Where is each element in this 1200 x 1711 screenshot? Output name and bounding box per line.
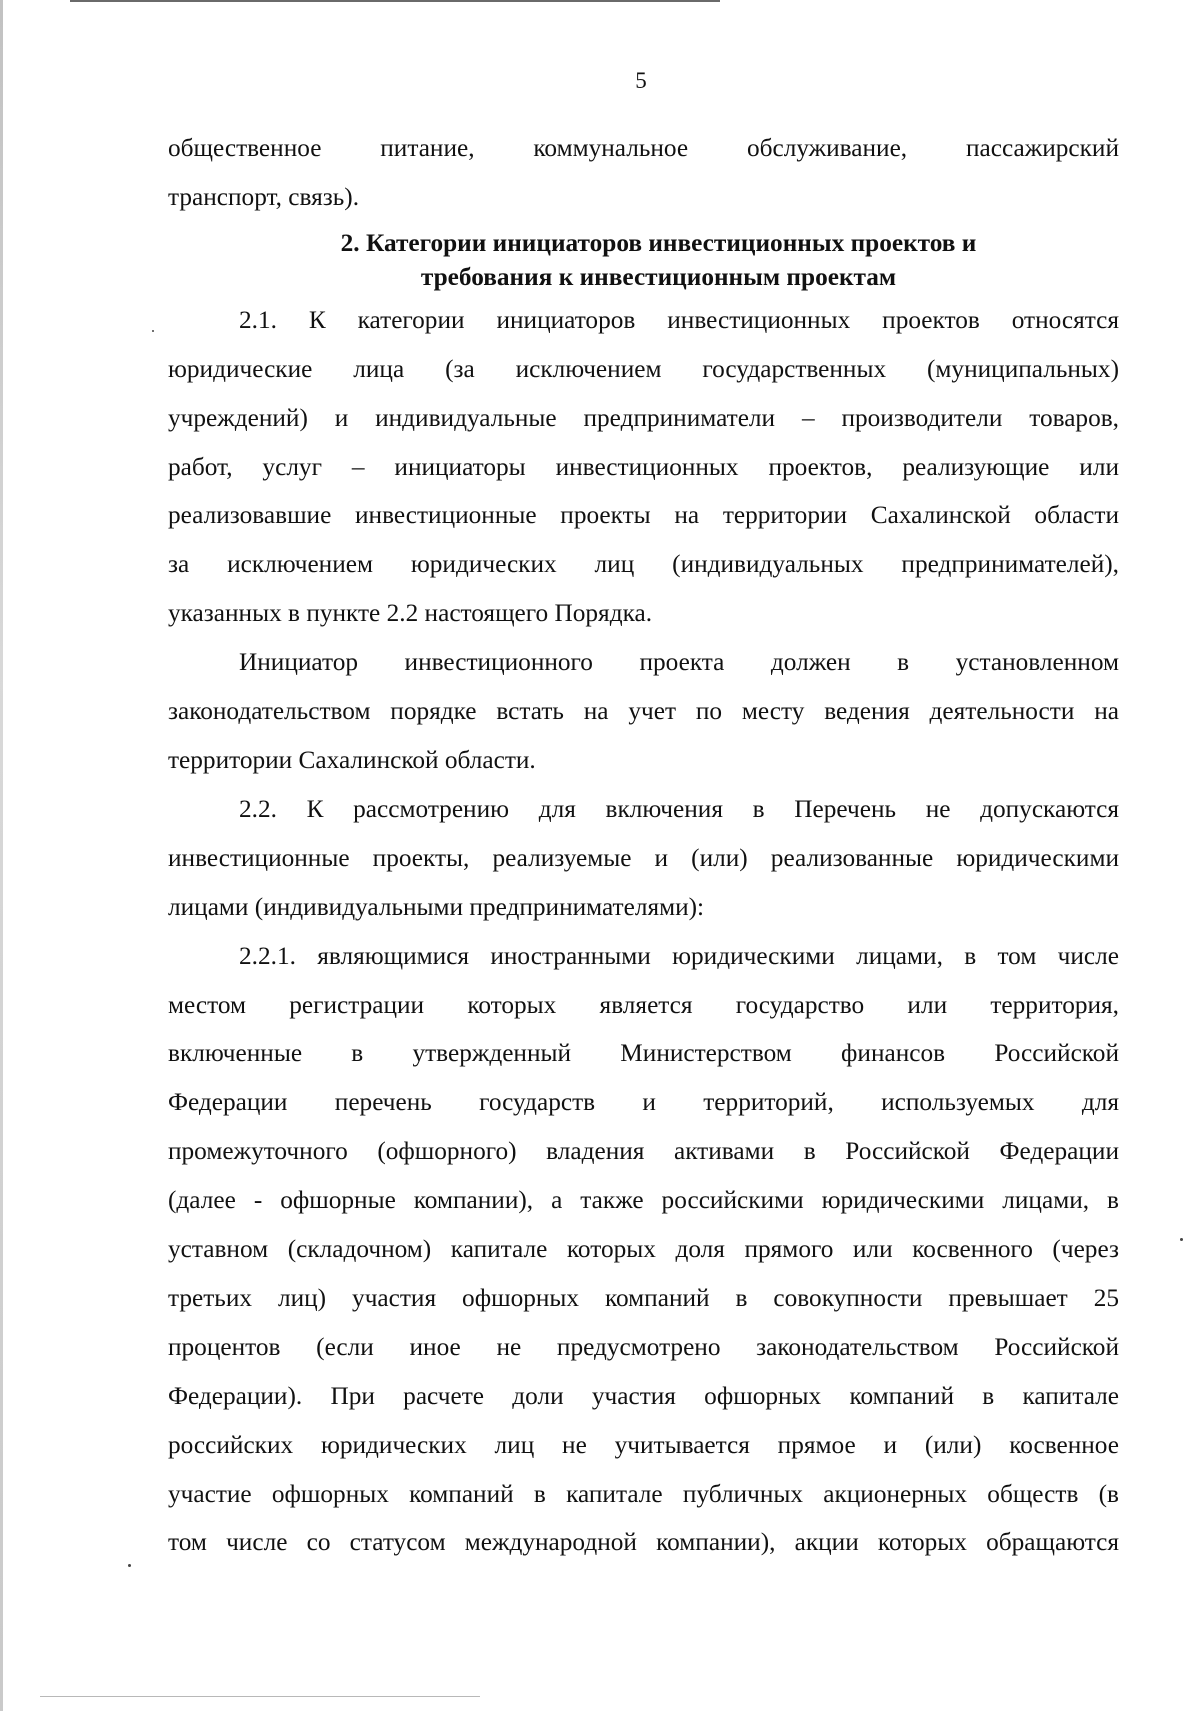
text-line: реализовавшие инвестиционные проекты на территории Сахалинской области bbox=[168, 501, 1119, 530]
scan-speck bbox=[1180, 1238, 1183, 1241]
section-heading bbox=[168, 226, 1119, 294]
scan-speck bbox=[128, 1564, 131, 1567]
text-line: юридические лица (за исключением государственных (муниципальных) bbox=[168, 354, 1119, 383]
text-line: лицами (индивидуальными предпринимателями): bbox=[168, 892, 705, 921]
scan-edge-top bbox=[70, 0, 720, 2]
scan-speck bbox=[152, 330, 154, 332]
text-line: российских юридических лиц не учитывается прямое и (или) косвенное bbox=[168, 1430, 1119, 1459]
text-line: уставном (складочном) капитале которых доля прямого или косвенного (через bbox=[168, 1235, 1119, 1264]
paragraph bbox=[168, 932, 1119, 1568]
text-line: промежуточного (офшорного) владения активами в Российской Федерации bbox=[168, 1137, 1119, 1166]
text-line: местом регистрации которых является государство или территория, bbox=[168, 990, 1119, 1019]
text-line: участие офшорных компаний в капитале публичных акционерных обществ (в bbox=[168, 1479, 1119, 1508]
text-line: законодательством порядке встать на учет по месту ведения деятельности на bbox=[168, 697, 1119, 726]
text-line: 2.2.1. являющимися иностранными юридическими лицами, в том числе bbox=[239, 941, 1119, 970]
text-line: Инициатор инвестиционного проекта должен в установленном bbox=[239, 648, 1119, 677]
heading-line: требования к инвестиционным проектам bbox=[420, 262, 897, 291]
heading-line: 2. Категории инициаторов инвестиционных проектов и bbox=[340, 228, 977, 257]
text-line: указанных в пункте 2.2 настоящего Порядка. bbox=[168, 599, 653, 628]
text-line: транспорт, связь). bbox=[168, 182, 360, 211]
text-line: Федерации перечень государств и территорий, используемых для bbox=[168, 1088, 1119, 1117]
text-line: инвестиционные проекты, реализуемые и (или) реализованные юридическими bbox=[168, 843, 1119, 872]
paragraph bbox=[168, 124, 1119, 222]
text-line: за исключением юридических лиц (индивидуальных предпринимателей), bbox=[168, 550, 1119, 579]
text-line: (далее - офшорные компании), а также российскими юридическими лицами, в bbox=[168, 1186, 1119, 1215]
paragraph bbox=[168, 785, 1119, 932]
text-line: включенные в утвержденный Министерством финансов Российской bbox=[168, 1039, 1119, 1068]
text-line: третьих лиц) участия офшорных компаний в совокупности превышает 25 bbox=[168, 1283, 1119, 1312]
text-line: учреждений) и индивидуальные предприниматели – производители товаров, bbox=[168, 403, 1119, 432]
text-line: общественное питание, коммунальное обслуживание, пассажирский bbox=[168, 134, 1119, 162]
document-body bbox=[168, 124, 1119, 1567]
paragraph bbox=[168, 638, 1119, 785]
text-line: процентов (если иное не предусмотрено законодательством Российской bbox=[168, 1332, 1119, 1361]
scan-edge-bottom bbox=[40, 1696, 480, 1697]
text-line: работ, услуг – инициаторы инвестиционных проектов, реализующие или bbox=[168, 452, 1119, 481]
text-line: Федерации). При расчете доли участия офшорных компаний в капитале bbox=[168, 1381, 1119, 1410]
text-line: территории Сахалинской области. bbox=[168, 745, 536, 774]
text-line: 2.1. К категории инициаторов инвестиционных проектов относятся bbox=[239, 305, 1119, 334]
text-line: 2.2. К рассмотрению для включения в Перечень не допускаются bbox=[239, 794, 1119, 823]
page-number: 5 bbox=[635, 68, 647, 93]
paragraph bbox=[168, 296, 1119, 638]
scan-edge-left bbox=[0, 0, 3, 1711]
text-line: том числе со статусом международной компании), акции которых обращаются bbox=[168, 1528, 1119, 1557]
